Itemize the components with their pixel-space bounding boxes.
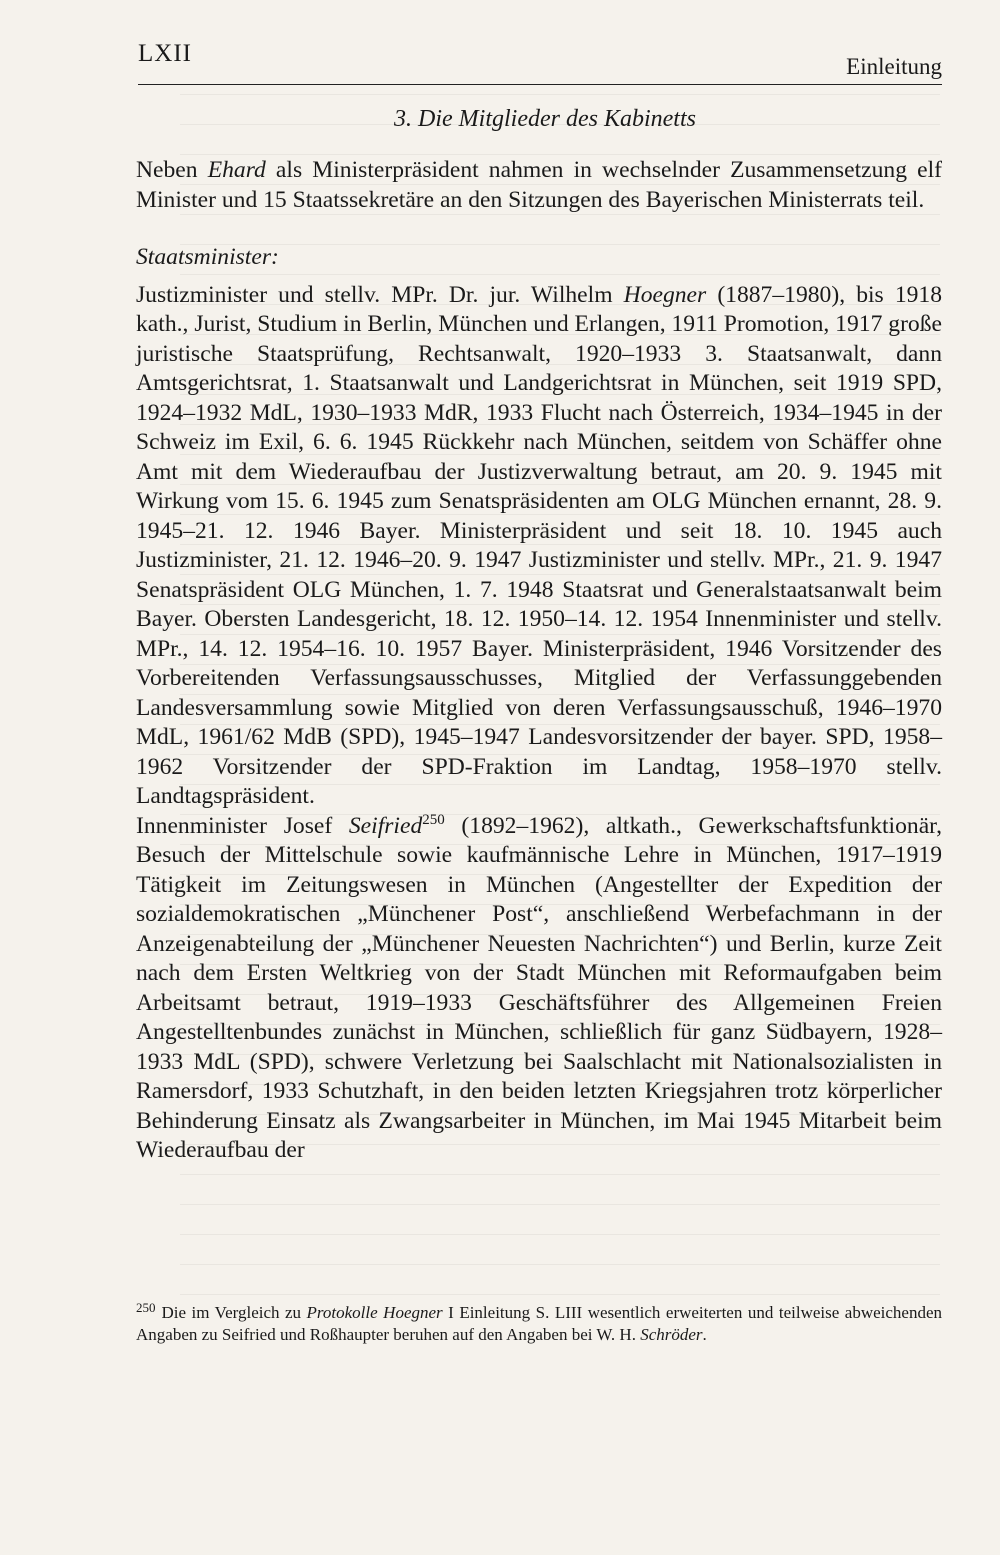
footnote-text-1: Die im Vergleich zu: [161, 1303, 307, 1322]
footnote-area: [136, 1302, 942, 1346]
entry-seifried: [136, 812, 942, 1166]
entry-hoegner-text-after: (1887–1980), bis 1918 kath., Jurist, Studium in Berlin, München und Erlangen, 1911 Promotion, 1917 große juristische Staatsprüfung, Rechtsanwalt, 1920–1933 3. Staatsanwalt, dann Amtsgerichtsrat, 1. Staatsanwalt und Landgerichtsrat in München, seit 1919 SPD, 1924–1932 MdL, 1930–1933 MdR, 1933 Flucht nach Österreich, 1934–1945 in der Schweiz im Exil, 6. 6. 1945 Rückkehr nach München, seitdem von Schäffer ohne Amt mit dem Wiederaufbau der Justizverwaltung betraut, am 20. 9. 1945 mit Wirkung vom 15. 6. 1945 zum Senatspräsidenten am OLG München ernannt, 28. 9. 1945–21. 12. 1946 Bayer. Ministerpräsident und seit 18. 10. 1945 auch Justizminister, 21. 12. 1946–20. 9. 1947 Justizminister und stellv. MPr., 21. 9. 1947 Senatspräsident OLG München, 1. 7. 1948 Staatsrat und Generalstaatsanwalt beim Bayer. Obersten Landesgericht, 18. 12. 1950–14. 12. 1954 Innenminister und stellv. MPr., 14. 12. 1954–16. 10. 1957 Bayer. Ministerpräsident, 1946 Vorsitzender des Vorbereitenden Verfassungsausschusses, Mitglied der Verfassunggebenden Landesversammlung sowie Mitglied von deren Verfassungsausschuß, 1946–1970 MdL, 1961/62 MdB (SPD), 1945–1947 Landesvorsitzender der bayer. SPD, 1958–1962 Vorsitzender der SPD-Fraktion im Landtag, 1958–1970 stellv. Landtagspräsident.: [136, 281, 943, 809]
footnote-reference[interactable]: 250: [422, 811, 445, 828]
body-text: [136, 156, 942, 1166]
footnote-text-2: I Einleitung S. LIII wesentlich erweiterten und teilweise abweichenden Angaben zu Seifried und Roßhaupter beruhen auf den Angaben bei W. H.: [136, 1303, 942, 1344]
intro-name: Ehard: [207, 157, 266, 183]
entry-hoegner: [136, 281, 942, 812]
section-title: 3. Die Mitglieder des Kabinetts: [394, 106, 696, 132]
intro-text-after: als Ministerpräsident nahmen in wechselnder Zusammensetzung elf Minister und 15 Staatssekretäre an den Sitzungen des Bayerischen Ministerrats teil.: [136, 157, 942, 213]
footnote-italic-title: Protokolle Hoegner: [306, 1303, 443, 1322]
running-head: Einleitung: [846, 54, 942, 79]
subheading-staatsminister: Staatsminister:: [136, 244, 279, 270]
footnote-text-3: .: [702, 1325, 707, 1344]
page-header: [138, 36, 942, 85]
entry-seifried-text-after: (1892–1962), altkath., Gewerkschaftsfunktionär, Besuch der Mittelschule sowie kaufmännische Lehre in München, 1917–1919 Tätigkeit im Zeitungswesen in München (Angestellter der Expedition der sozialdemokratischen „Münchener Post“, anschließend Werbefachmann in der Anzeigenabteilung der „Münchener Neuesten Nachrichten“) und Berlin, kurze Zeit nach dem Ersten Weltkrieg von der Stadt München mit Reformaufgaben beim Arbeitsamt betraut, 1919–1933 Geschäftsführer des Allgemeinen Freien Angestelltenbundes zunächst in München, schließlich für ganz Südbayern, 1928–1933 MdL (SPD), schwere Verletzung bei Saalschlacht mit Nationalsozialisten in Ramersdorf, 1933 Schutzhaft, in den beiden letzten Kriegsjahren trotz körperlicher Behinderung Einsatz als Zwangsarbeiter in München, im Mai 1945 Mitarbeit beim Wiederaufbau der: [136, 812, 942, 1163]
footnote-number: 250: [136, 1300, 156, 1315]
intro-paragraph: [136, 156, 942, 215]
entry-hoegner-name: Hoegner: [623, 281, 707, 308]
page-number: LXII: [138, 40, 192, 67]
intro-text-before: Neben: [136, 157, 208, 183]
footnote-italic-author: Schröder: [640, 1325, 703, 1344]
footnote-250: [136, 1302, 942, 1346]
entry-seifried-name: Seifried: [348, 812, 423, 839]
entry-hoegner-text-before: Justizminister und stellv. MPr. Dr. jur. Wilhelm: [136, 281, 624, 308]
entry-seifried-text-before: Innenminister Josef: [136, 812, 349, 839]
